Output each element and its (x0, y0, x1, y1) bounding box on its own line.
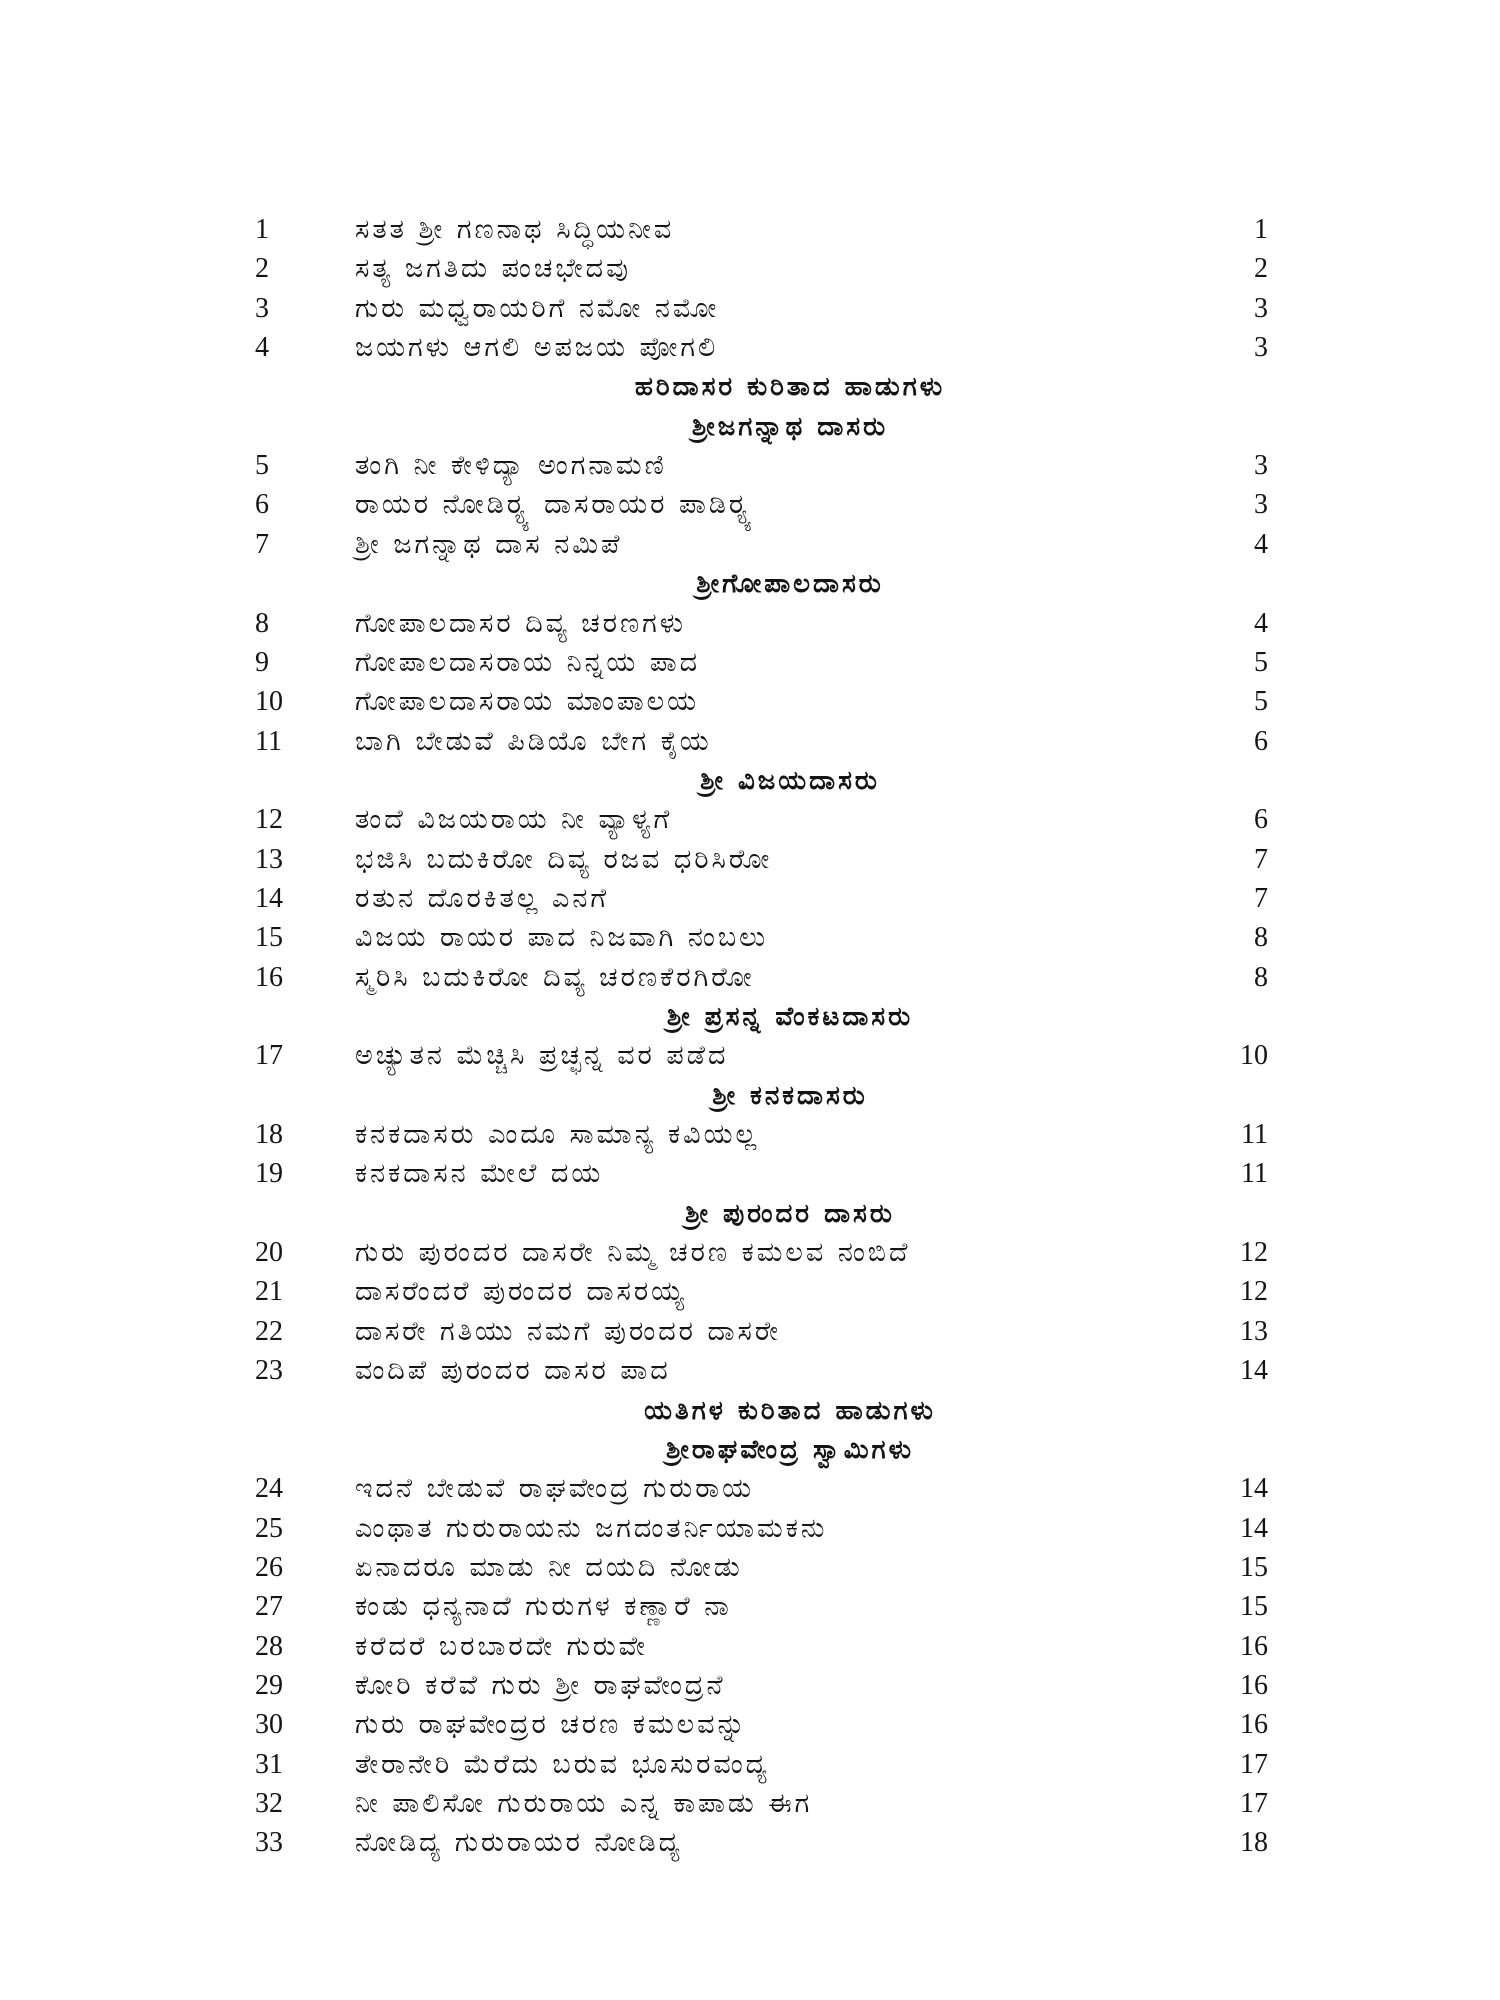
entry-title: ಕರೆದರೆ ಬರಬಾರದೇ ಗುರುವೇ (355, 1631, 648, 1662)
entry-number: 5 (255, 450, 269, 481)
section-heading (0, 1391, 1500, 1431)
entry-title: ಕಂಡು ಧನ್ಯನಾದೆ ಗುರುಗಳ ಕಣ್ಣಾರೆ ನಾ (355, 1591, 732, 1622)
entry-title: ಇದನೆ ಬೇಡುವೆ ರಾಘವೇಂದ್ರ ಗುರುರಾಯ (355, 1473, 754, 1504)
entry-page-number: 8 (1254, 922, 1268, 953)
entry-number: 18 (255, 1119, 283, 1150)
toc-entry (0, 800, 1500, 840)
entry-number: 8 (255, 608, 269, 639)
toc-entry (0, 1312, 1500, 1352)
toc-entry (0, 918, 1500, 958)
entry-page-number: 18 (1240, 1827, 1268, 1858)
entry-number: 29 (255, 1670, 283, 1701)
entry-page-number: 11 (1241, 1119, 1268, 1150)
entry-number: 25 (255, 1513, 283, 1544)
entry-number: 26 (255, 1552, 283, 1583)
toc-entry (0, 682, 1500, 722)
entry-number: 11 (255, 726, 282, 757)
entry-number: 10 (255, 686, 283, 717)
section-heading (0, 1430, 1500, 1470)
toc-entry (0, 1627, 1500, 1667)
entry-page-number: 13 (1240, 1316, 1268, 1347)
entry-title: ಎಂಥಾತ ಗುರುರಾಯನು ಜಗದಂತರ್ನಿಯಾಮಕನು (355, 1513, 828, 1544)
entry-number: 32 (255, 1788, 283, 1819)
section-heading-text: ಶ್ರೀಗೋಪಾಲದಾಸರು (696, 569, 884, 599)
section-heading (0, 564, 1500, 604)
entry-page-number: 16 (1240, 1631, 1268, 1662)
entry-number: 24 (255, 1473, 283, 1504)
section-heading-text: ಶ್ರೀ ಪುರಂದರ ದಾಸರು (685, 1199, 895, 1229)
entry-title: ಏನಾದರೂ ಮಾಡು ನೀ ದಯದಿ ನೋಡು (355, 1552, 743, 1583)
toc-entry (0, 722, 1500, 762)
toc-entry (0, 1784, 1500, 1824)
toc-entry (0, 1036, 1500, 1076)
entry-title: ದಾಸರೇ ಗತಿಯು ನಮಗೆ ಪುರಂದರ ದಾಸರೇ (355, 1316, 781, 1347)
section-heading-text: ಶ್ರೀಜಗನ್ನಾಥ ದಾಸರು (691, 412, 889, 442)
entry-page-number: 17 (1240, 1788, 1268, 1819)
entry-number: 31 (255, 1749, 283, 1780)
entry-page-number: 12 (1240, 1276, 1268, 1307)
toc-entry (0, 1272, 1500, 1312)
entry-page-number: 6 (1254, 726, 1268, 757)
entry-page-number: 4 (1254, 529, 1268, 560)
toc-entry (0, 1115, 1500, 1155)
entry-number: 30 (255, 1709, 283, 1740)
toc-entry (0, 485, 1500, 525)
entry-number: 7 (255, 529, 269, 560)
entry-title: ಬಾಗಿ ಬೇಡುವೆ ಪಿಡಿಯೊ ಬೇಗ ಕೈಯ (355, 726, 712, 757)
entry-number: 2 (255, 253, 269, 284)
entry-page-number: 15 (1240, 1591, 1268, 1622)
entry-title: ನೋಡಿದ್ಯ ಗುರುರಾಯರ ನೋಡಿದ್ಯ (355, 1827, 683, 1858)
entry-title: ಸತತ ಶ್ರೀ ಗಣನಾಥ ಸಿದ್ಧಿಯನೀವ (355, 214, 675, 245)
section-heading-text: ಶ್ರೀ ಪ್ರಸನ್ನ ವೆಂಕಟದಾಸರು (666, 1002, 914, 1032)
entry-title: ಗುರು ರಾಘವೇಂದ್ರರ ಚರಣ ಕಮಲವನ್ನು (355, 1709, 748, 1740)
entry-title: ಕನಕದಾಸರು ಎಂದೂ ಸಾಮಾನ್ಯ ಕವಿಯಲ್ಲ (355, 1119, 760, 1150)
section-heading-text: ಹರಿದಾಸರ ಕುರಿತಾದ ಹಾಡುಗಳು (634, 372, 946, 402)
entry-page-number: 12 (1240, 1237, 1268, 1268)
entry-page-number: 17 (1240, 1749, 1268, 1780)
toc-entry (0, 210, 1500, 250)
toc-entry (0, 1705, 1500, 1745)
entry-page-number: 14 (1240, 1513, 1268, 1544)
entry-number: 14 (255, 883, 283, 914)
entry-number: 15 (255, 922, 283, 953)
toc-entry (0, 643, 1500, 683)
toc-entry (0, 840, 1500, 880)
entry-title: ನೀ ಪಾಲಿಸೋ ಗುರುರಾಯ ಎನ್ನ ಕಾಪಾಡು ಈಗ (355, 1788, 813, 1819)
entry-number: 16 (255, 962, 283, 993)
entry-number: 33 (255, 1827, 283, 1858)
toc-entry (0, 1154, 1500, 1194)
section-heading-text: ಶ್ರೀರಾಘವೇಂದ್ರ ಸ್ವಾಮಿಗಳು (665, 1435, 914, 1465)
entry-number: 21 (255, 1276, 283, 1307)
toc-entry (0, 1233, 1500, 1273)
entry-title: ದಾಸರೆಂದರೆ ಪುರಂದರ ದಾಸರಯ್ಯ (355, 1276, 687, 1307)
toc-entry (0, 289, 1500, 329)
entry-title: ರಾಯರ ನೋಡಿರ್‍ಯ್ಯ ದಾಸರಾಯರ ಪಾಡಿರ್‍ಯ್ಯ (355, 489, 755, 520)
entry-title: ಗೋಪಾಲದಾಸರ ದಿವ್ಯ ಚರಣಗಳು (355, 608, 687, 639)
toc-entry (0, 1587, 1500, 1627)
entry-page-number: 16 (1240, 1670, 1268, 1701)
entry-page-number: 3 (1254, 450, 1268, 481)
entry-title: ತಂಗಿ ನೀ ಕೇಳಿದ್ಯಾ ಅಂಗನಾಮಣಿ (355, 450, 667, 481)
toc-entry (0, 1509, 1500, 1549)
entry-title: ಸತ್ಯ ಜಗತಿದು ಪಂಚಭೇದವು (355, 253, 632, 284)
entry-page-number: 7 (1254, 844, 1268, 875)
entry-title: ಗೋಪಾಲದಾಸರಾಯ ನಿನ್ನಯ ಪಾದ (355, 647, 701, 678)
entry-title: ಗೋಪಾಲದಾಸರಾಯ ಮಾಂಪಾಲಯ (355, 686, 700, 717)
toc-entry (0, 1745, 1500, 1785)
entry-page-number: 3 (1254, 293, 1268, 324)
entry-number: 27 (255, 1591, 283, 1622)
entry-page-number: 7 (1254, 883, 1268, 914)
entry-number: 23 (255, 1355, 283, 1386)
entry-page-number: 6 (1254, 804, 1268, 835)
entry-page-number: 2 (1254, 253, 1268, 284)
entry-number: 13 (255, 844, 283, 875)
entry-title: ಗುರು ಪುರಂದರ ದಾಸರೇ ನಿಮ್ಮ ಚರಣ ಕಮಲವ ನಂಬಿದೆ (355, 1237, 911, 1268)
toc-entry (0, 525, 1500, 565)
entry-title: ಜಯಗಳು ಆಗಲಿ ಅಪಜಯ ಪೋಗಲಿ (355, 332, 719, 363)
entry-page-number: 4 (1254, 608, 1268, 639)
section-heading-text: ಯತಿಗಳ ಕುರಿತಾದ ಹಾಡುಗಳು (644, 1396, 936, 1426)
toc-entry (0, 604, 1500, 644)
entry-title: ತಂದೆ ವಿಜಯರಾಯ ನೀ ವ್ಯಾಳ್ಯಗೆ (355, 804, 673, 835)
section-heading (0, 1076, 1500, 1116)
entry-title: ಶ್ರೀ ಜಗನ್ನಾಥ ದಾಸ ನಮಿಪೆ (355, 529, 623, 560)
entry-title: ಸ್ಮರಿಸಿ ಬದುಕಿರೋ ದಿವ್ಯ ಚರಣಕೆರಗಿರೋ (355, 962, 755, 993)
entry-title: ರತುನ ದೊರಕಿತಲ್ಲ ಎನಗೆ (355, 883, 610, 914)
entry-page-number: 3 (1254, 332, 1268, 363)
entry-number: 28 (255, 1631, 283, 1662)
entry-number: 17 (255, 1040, 283, 1071)
entry-page-number: 1 (1254, 214, 1268, 245)
entry-page-number: 14 (1240, 1355, 1268, 1386)
entry-title: ಭಜಿಸಿ ಬದುಕಿರೋ ದಿವ್ಯ ರಜವ ಧರಿಸಿರೋ (355, 844, 773, 875)
entry-page-number: 5 (1254, 686, 1268, 717)
entry-number: 12 (255, 804, 283, 835)
entry-number: 9 (255, 647, 269, 678)
entry-number: 4 (255, 332, 269, 363)
toc-entry (0, 1548, 1500, 1588)
section-heading (0, 407, 1500, 447)
toc-entry (0, 446, 1500, 486)
toc-entry (0, 1469, 1500, 1509)
entry-number: 22 (255, 1316, 283, 1347)
section-heading (0, 997, 1500, 1037)
section-heading-text: ಶ್ರೀ ಕನಕದಾಸರು (712, 1081, 868, 1111)
section-heading (0, 1194, 1500, 1234)
entry-page-number: 14 (1240, 1473, 1268, 1504)
entry-page-number: 5 (1254, 647, 1268, 678)
entry-title: ಅಚ್ಯುತನ ಮೆಚ್ಚಿಸಿ ಪ್ರಚ್ಛನ್ನ ವರ ಪಡೆದ (355, 1040, 729, 1071)
entry-page-number: 10 (1240, 1040, 1268, 1071)
entry-page-number: 3 (1254, 489, 1268, 520)
toc-entry (0, 879, 1500, 919)
entry-number: 3 (255, 293, 269, 324)
toc-entry (0, 1666, 1500, 1706)
entry-number: 20 (255, 1237, 283, 1268)
entry-page-number: 8 (1254, 962, 1268, 993)
section-heading (0, 761, 1500, 801)
toc-entry (0, 1823, 1500, 1863)
entry-title: ಕೋರಿ ಕರೆವೆ ಗುರು ಶ್ರೀ ರಾಘವೇಂದ್ರನೆ (355, 1670, 726, 1701)
entry-number: 19 (255, 1158, 283, 1189)
section-heading-text: ಶ್ರೀ ವಿಜಯದಾಸರು (700, 766, 880, 796)
entry-number: 1 (255, 214, 269, 245)
entry-page-number: 15 (1240, 1552, 1268, 1583)
entry-title: ವಂದಿಪೆ ಪುರಂದರ ದಾಸರ ಪಾದ (355, 1355, 671, 1386)
entry-title: ತೇರಾನೇರಿ ಮೆರೆದು ಬರುವ ಭೂಸುರವಂದ್ಯ (355, 1749, 770, 1780)
entry-number: 6 (255, 489, 269, 520)
entry-title: ವಿಜಯ ರಾಯರ ಪಾದ ನಿಜವಾಗಿ ನಂಬಲು (355, 922, 769, 953)
toc-entry (0, 328, 1500, 368)
section-heading (0, 367, 1500, 407)
entry-title: ಕನಕದಾಸನ ಮೇಲೆ ದಯ (355, 1158, 604, 1189)
toc-entry (0, 1351, 1500, 1391)
entry-title: ಗುರು ಮಧ್ವರಾಯರಿಗೆ ನಮೋ ನಮೋ (355, 293, 720, 324)
entry-page-number: 11 (1241, 1158, 1268, 1189)
entry-page-number: 16 (1240, 1709, 1268, 1740)
toc-entry (0, 958, 1500, 998)
toc-entry (0, 249, 1500, 289)
